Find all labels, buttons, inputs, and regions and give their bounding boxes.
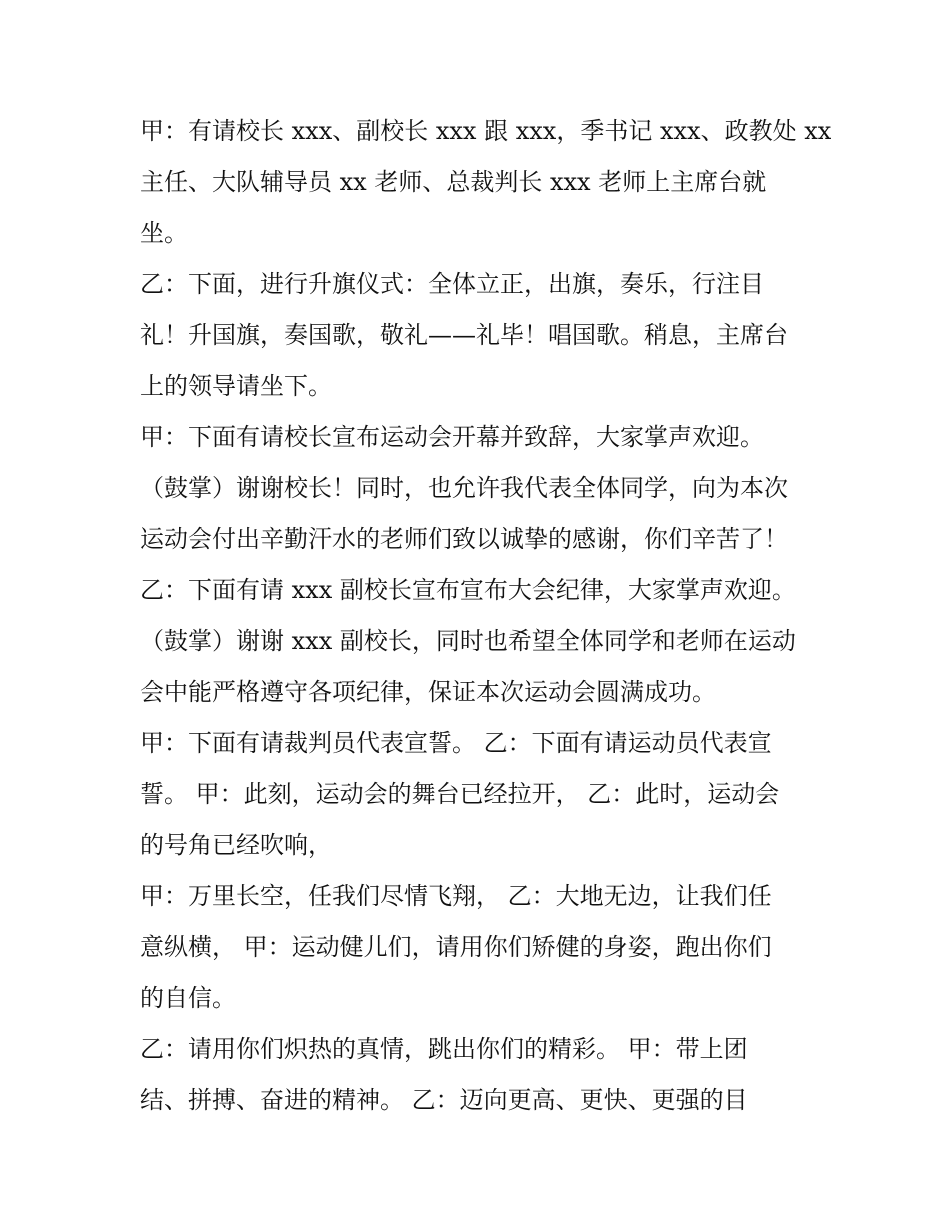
text-line: 主任、大队辅导员 xx 老师、总裁判长 xxx 老师上主席台就 (140, 168, 767, 196)
text-line: （鼓掌）谢谢校长！同时，也允许我代表全体同学，向为本次 (140, 474, 788, 502)
text-line: 的自信。 (140, 984, 236, 1012)
text-line: 甲：下面有请裁判员代表宣誓。 乙：下面有请运动员代表宣 (140, 729, 772, 757)
text-line: 的号角已经吹响， (140, 831, 332, 859)
text-line: 甲：下面有请校长宣布运动会开幕并致辞，大家掌声欢迎。 (140, 423, 764, 451)
text-line: 乙：请用你们炽热的真情，跳出你们的精彩。 甲：带上团 (140, 1035, 748, 1063)
text-line: 礼！升国旗，奏国歌，敬礼——礼毕！唱国歌。稍息，主席台 (140, 321, 788, 349)
text-line: 会中能严格遵守各项纪律，保证本次运动会圆满成功。 (140, 678, 716, 706)
text-line: 坐。 (140, 219, 188, 247)
text-line: 意纵横， 甲：运动健儿们，请用你们矫健的身姿，跑出你们 (140, 933, 772, 961)
text-line: 上的领导请坐下。 (140, 372, 332, 400)
text-line: 结、拼搏、奋进的精神。 乙：迈向更高、更快、更强的目 (140, 1086, 748, 1114)
text-line: 乙：下面有请 xxx 副校长宣布宣布大会纪律，大家掌声欢迎。 (140, 576, 796, 604)
text-line: 乙：下面，进行升旗仪式：全体立正，出旗，奏乐，行注目 (140, 270, 764, 298)
text-line: 甲：有请校长 xxx、副校长 xxx 跟 xxx，季书记 xxx、政教处 xx (140, 117, 832, 145)
text-line: 誓。 甲：此刻，运动会的舞台已经拉开， 乙：此时，运动会 (140, 780, 780, 808)
text-line: 甲：万里长空，任我们尽情飞翔， 乙：大地无边，让我们任 (140, 882, 772, 910)
document-body (140, 106, 832, 1126)
text-line: （鼓掌）谢谢 xxx 副校长，同时也希望全体同学和老师在运动 (140, 627, 796, 655)
text-line: 运动会付出辛勤汗水的老师们致以诚挚的感谢，你们辛苦了！ (140, 525, 788, 553)
